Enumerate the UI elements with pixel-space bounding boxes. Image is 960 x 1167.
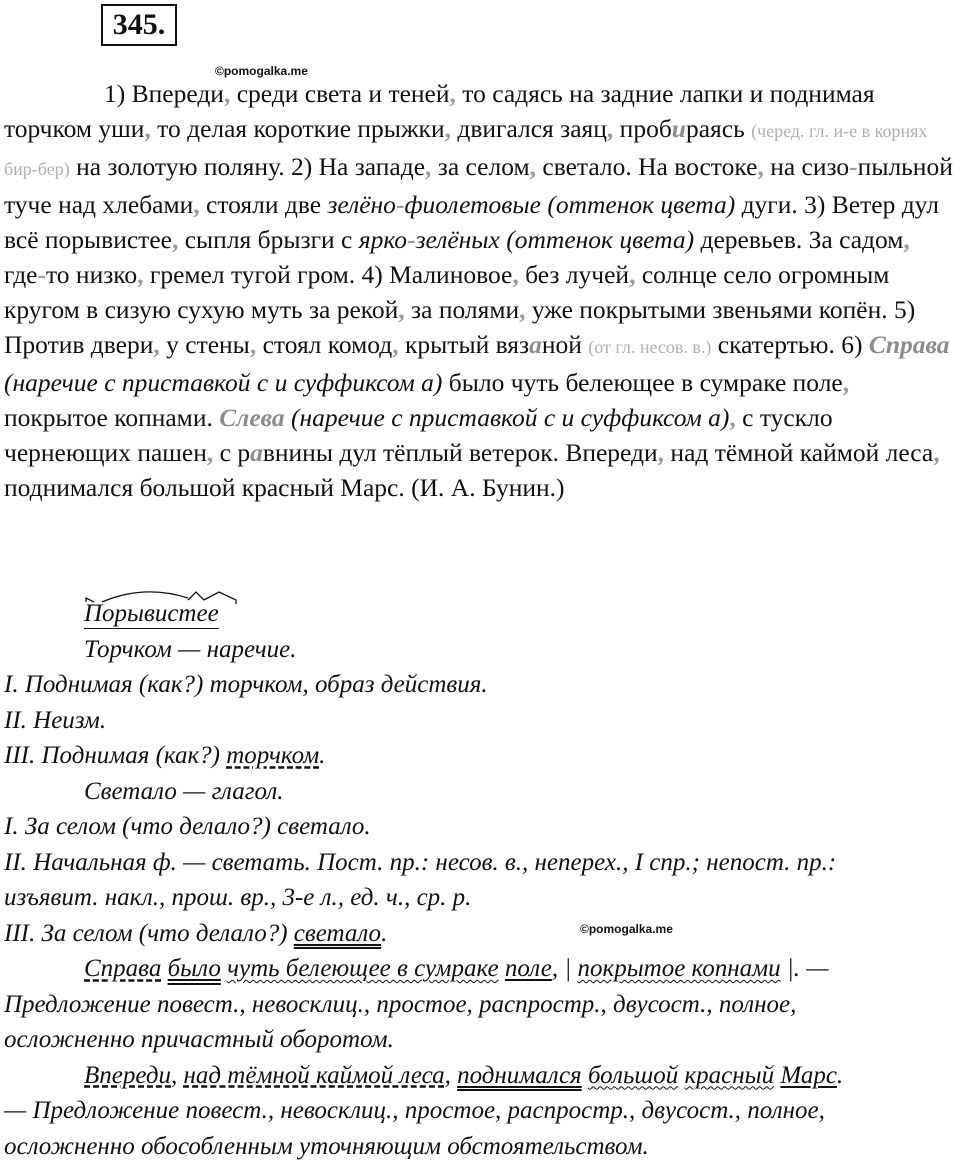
text-fragment: над тёмной каймой леса (664, 438, 934, 467)
highlighted-hyphen: - (395, 190, 405, 219)
italic-fragment: (наречие с приставкой с и суффиксом а) (4, 368, 443, 397)
italic-fragment: фиолетовые (оттенок цвета) (404, 190, 736, 219)
underlined-word: чуть белеющее в сумраке (227, 955, 499, 982)
text-fragment: ной (541, 330, 589, 359)
analysis-line (4, 916, 956, 952)
underlined-word: над тёмной каймой леса (183, 1061, 445, 1089)
highlighted-word: Справ (868, 330, 937, 359)
highlighted-comma: , (398, 295, 405, 324)
text-fragment: то делая короткие прыжки (150, 114, 445, 143)
underlined-word: поднимался (457, 1061, 582, 1089)
highlighted-word: Слев (219, 403, 272, 432)
analysis-line: осложненно причастный оборотом. (4, 1026, 394, 1053)
underlined-word: красный (684, 1061, 775, 1089)
analysis-line: изъявит. накл., прош. вр., 3-е л., ед. ч., ср. р. (4, 884, 472, 911)
analysis-line: Торчком — наречие. (84, 635, 297, 663)
highlighted-comma: , (933, 438, 940, 467)
italic-fragment: зелёных (оттенок цвета) (415, 225, 695, 254)
exercise-text (4, 76, 956, 505)
text-fragment: где (4, 260, 38, 289)
text-fragment: уже покрытыми звеньями копён. 5) Против двери (4, 295, 916, 359)
analysis-fragment: , (171, 1061, 184, 1089)
analysis-fragment: . (836, 1061, 844, 1089)
sentence-parse (4, 951, 956, 987)
text-fragment: было чуть белеющее в сумраке поле (442, 368, 843, 397)
root-arc-icon (84, 588, 244, 604)
italic-fragment: зелёно (327, 190, 396, 219)
text-fragment: стояли две (199, 190, 328, 219)
analysis-line: II. Начальная ф. — светать. Пост. пр.: несов. в., неперех., I спр.; непост. пр.: (4, 848, 837, 876)
morpheme-word-text: Порывистее (84, 600, 219, 627)
highlighted-comma: , (519, 295, 526, 324)
highlighted-comma: , (449, 79, 456, 108)
underlined-word: Марс (780, 1061, 837, 1089)
highlighted-letter: а (529, 330, 542, 359)
underlined-word: Справа (84, 955, 162, 982)
highlighted-comma: , (193, 190, 200, 219)
highlighted-comma: , (206, 438, 214, 467)
highlighted-letter: а (936, 330, 950, 359)
analysis-line: I. Поднимая (как?) торчком, образ действия. (4, 671, 488, 698)
highlighted-comma: , (606, 114, 614, 143)
text-fragment: двигался заяц (450, 114, 607, 143)
underlined-word: светало (293, 919, 382, 947)
underlined-word: покрытое копнами (577, 955, 781, 982)
watermark-top: ©pomogalka.me (215, 64, 308, 78)
analysis-line: II. Неизм. (4, 706, 107, 734)
text-fragment: с р (213, 438, 251, 467)
highlighted-comma: , (657, 438, 665, 467)
analysis-fragment: III. Поднимая (как?) (4, 742, 227, 769)
highlighted-letter: и (671, 114, 686, 143)
morpheme-analysis-word (84, 600, 219, 629)
text-fragment: сыпля брызги с (178, 225, 359, 254)
analysis-line: осложненно обособленным уточняющим обстоятельством. (4, 1132, 649, 1160)
text-fragment: светало. На востоке (536, 152, 758, 181)
analysis-line: — Предложение повест., невосклиц., простое, распростр., двусост., полное, (4, 1097, 825, 1124)
watermark-bottom: ©pomogalka.me (580, 922, 673, 936)
analysis-fragment: . (319, 742, 326, 769)
highlighted-comma: , (153, 330, 160, 359)
highlighted-comma: , (171, 225, 179, 254)
highlighted-comma: , (425, 152, 432, 181)
italic-fragment: (наречие с приставкой с и суффиксом а) (284, 403, 730, 432)
text-fragment: за полями (404, 295, 520, 324)
highlighted-comma: , (249, 330, 257, 359)
grammar-note: (от гл. несов. в.) (588, 337, 712, 357)
text-fragment: пыльной туче над хлебами (4, 152, 953, 219)
text-fragment: на сизо (763, 152, 850, 181)
text-fragment: дуги. 3) Ветер дул всё порывистее (4, 190, 940, 254)
highlighted-comma: , (223, 79, 231, 108)
highlighted-comma: , (903, 225, 910, 254)
text-fragment: за селом (431, 152, 530, 181)
text-fragment: покрытое копнами. (4, 403, 220, 432)
text-fragment: солнце село огромным кругом в сизую сухую муть за рекой (4, 260, 890, 324)
text-fragment: то низко (45, 260, 138, 289)
text-fragment: гремел тугой гром. 4) Малиновое (143, 260, 513, 289)
highlighted-comma: , (137, 260, 144, 289)
underlined-word: торчком (226, 742, 320, 769)
analysis-line: Предложение повест., невосклиц., простое, распростр., двусост., полное, (4, 990, 797, 1018)
highlighted-letter: а (271, 403, 285, 432)
text-fragment: внины дул тёплый ветерок. Впереди (262, 438, 658, 467)
italic-fragment: ярко (358, 225, 408, 254)
text-fragment: то садясь на задние лапки и поднимая торчком уши (4, 79, 875, 143)
text-fragment: на золотую поляну. 2) На западе (69, 152, 426, 181)
highlighted-comma: , (144, 114, 151, 143)
highlighted-hyphen: - (407, 225, 416, 254)
highlighted-comma: , (392, 330, 399, 359)
text-fragment: с тускло чернеющих пашен (4, 403, 833, 467)
highlighted-comma: , (444, 114, 451, 143)
exercise-paragraph (4, 76, 956, 505)
highlighted-hyphen: - (37, 260, 46, 289)
text-fragment: проб (613, 114, 672, 143)
text-fragment: без лучей (518, 260, 630, 289)
analysis-line: Светало — глагол. (84, 777, 284, 805)
text-fragment: раясь (685, 114, 752, 143)
text-fragment: деревьев. За садом (694, 225, 904, 254)
highlighted-hyphen: - (849, 152, 858, 181)
analysis-block (4, 596, 956, 1164)
text-fragment: у стены (159, 330, 250, 359)
sentence-parse (4, 1058, 956, 1094)
highlighted-comma: , (629, 260, 636, 289)
highlighted-comma: , (842, 368, 850, 397)
underlined-word: было (167, 955, 221, 982)
text-fragment: стоял комод (256, 330, 393, 359)
grammar-note: (черед. гл. и-е в корнях бир-бер) (4, 121, 928, 179)
analysis-line (4, 596, 956, 632)
underlined-word: поле (504, 955, 552, 982)
underlined-word: Впереди (84, 1061, 171, 1089)
underlined-word: большой (587, 1061, 679, 1089)
highlighted-comma: , (512, 260, 519, 289)
analysis-fragment: , | (551, 955, 578, 982)
text-fragment: 1) Впереди (104, 79, 224, 108)
analysis-fragment: III. За селом (что делало?) (4, 919, 294, 947)
highlighted-letter: а (250, 438, 263, 467)
text-fragment: крытый вяз (398, 330, 530, 359)
analysis-fragment: , (444, 1061, 458, 1089)
text-fragment: поднимался большой красный Марс. (И. А. Бунин.) (4, 473, 565, 502)
highlighted-comma: , (729, 403, 736, 432)
analysis-fragment: |. — (780, 955, 829, 982)
analysis-fragment: . (381, 919, 388, 947)
exercise-number: 345. (101, 4, 177, 46)
text-fragment: среди света и теней (230, 79, 450, 108)
highlighted-comma: , (529, 152, 536, 181)
analysis-line (4, 738, 956, 774)
analysis-line: I. За селом (что делало?) светало. (4, 813, 371, 840)
text-fragment: скатертью. 6) (711, 330, 869, 359)
highlighted-comma: , (757, 152, 764, 181)
